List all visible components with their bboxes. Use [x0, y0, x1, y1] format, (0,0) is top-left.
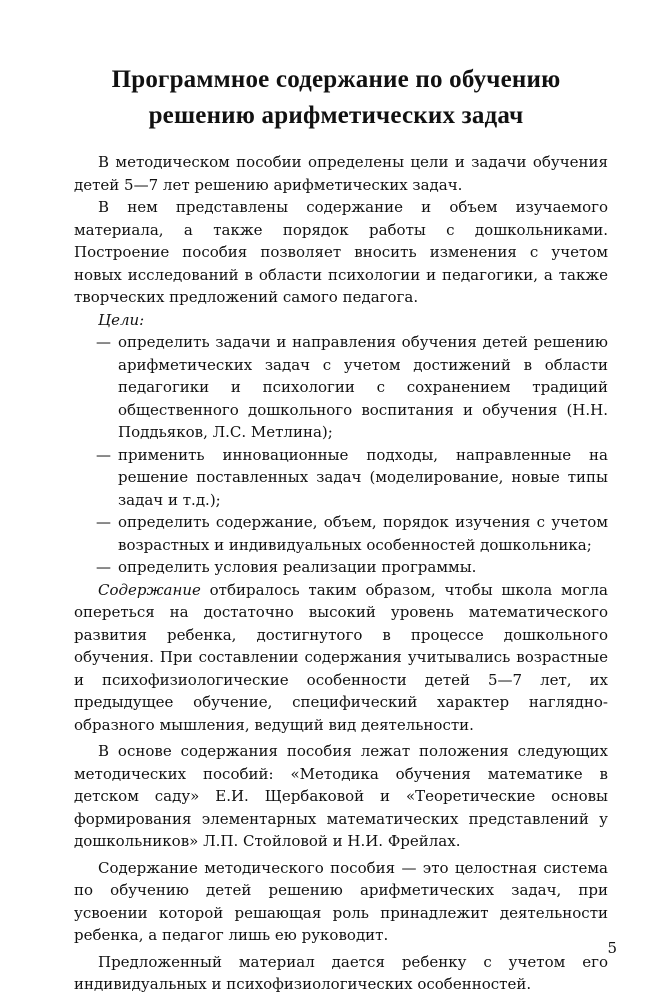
body-text: [74, 151, 608, 1000]
paragraph-individual: Предложенный материал дается ребенку с учетом его индивидуальных и психофизиологических особенностей.: [74, 952, 608, 993]
page-number: 5: [607, 939, 617, 957]
paragraph-system: Содержание методического пособия — это целостная система по обучению детей решению арифметических задач, при усвоении которой решающая роль принадлежит деятельности ребенка, а педагог лишь ею руководит.: [74, 858, 608, 944]
goal-text: определить условия реализации программы.: [118, 558, 477, 576]
paragraph-content-selection: [74, 579, 608, 737]
paragraph-content-overview: В нем представлены содержание и объем изучаемого материала, а также порядок работы с дошкольниками. Построение пособия позволяет вносить изменения с учетом новых исследований в области психологии и педагогики, а также творческих предложений самого педагога.: [74, 198, 608, 306]
goal-text: определить задачи и направления обучения детей решению арифметических задач с учетом достижений в области педагогики и психологии с сохранением традиций общественного дошкольного воспитания и обучения (Н.Н. Поддьяков, Л.С. Метлина);: [118, 333, 608, 441]
goal-text: определить содержание, объем, порядок изучения с учетом возрастных и индивидуальных особенностей дошкольника;: [118, 513, 608, 554]
goal-item: [74, 556, 608, 579]
list-dash: —: [96, 333, 111, 351]
list-dash: —: [96, 558, 111, 576]
paragraph-intro: В методическом пособии определены цели и задачи обучения детей 5—7 лет решению арифметических задач.: [74, 153, 608, 194]
title-line-1: Программное содержание по обучению: [111, 66, 561, 93]
title-line-2: решению арифметических задач: [148, 102, 524, 129]
content-term: Содержание: [98, 580, 201, 599]
goal-item: [74, 511, 608, 556]
goal-item: [74, 331, 608, 444]
goals-list: [74, 331, 608, 579]
list-dash: —: [96, 445, 111, 464]
page-title: [60, 62, 612, 134]
goal-item: [74, 444, 608, 512]
goal-text: применить инновационные подходы, направленные на решение поставленных задач (моделирование, новые типы задач и т.д.);: [118, 445, 608, 509]
list-dash: —: [96, 513, 111, 531]
content-selection-text: отбиралось таким образом, чтобы школа могла опереться на достаточно высокий уровень математического развития ребенка, достигнутого в процессе дошкольного обучения. При составлении содержания учитывались возрастные и психофизиологические особенности детей 5—7 лет, их предыдущее обучение, специфический характер наглядно-образного мышления, ведущий вид деятельности.: [74, 580, 608, 734]
paragraph-sources: В основе содержания пособия лежат положения следующих методических пособий: «Методика обучения математике в детском саду» Е.И. Щербаковой и «Теоретические основы формирования элементарных математических представлений у дошкольников» Л.П. Стойловой и Н.И. Фрейлах.: [74, 742, 608, 850]
goals-label: Цели:: [98, 310, 145, 329]
